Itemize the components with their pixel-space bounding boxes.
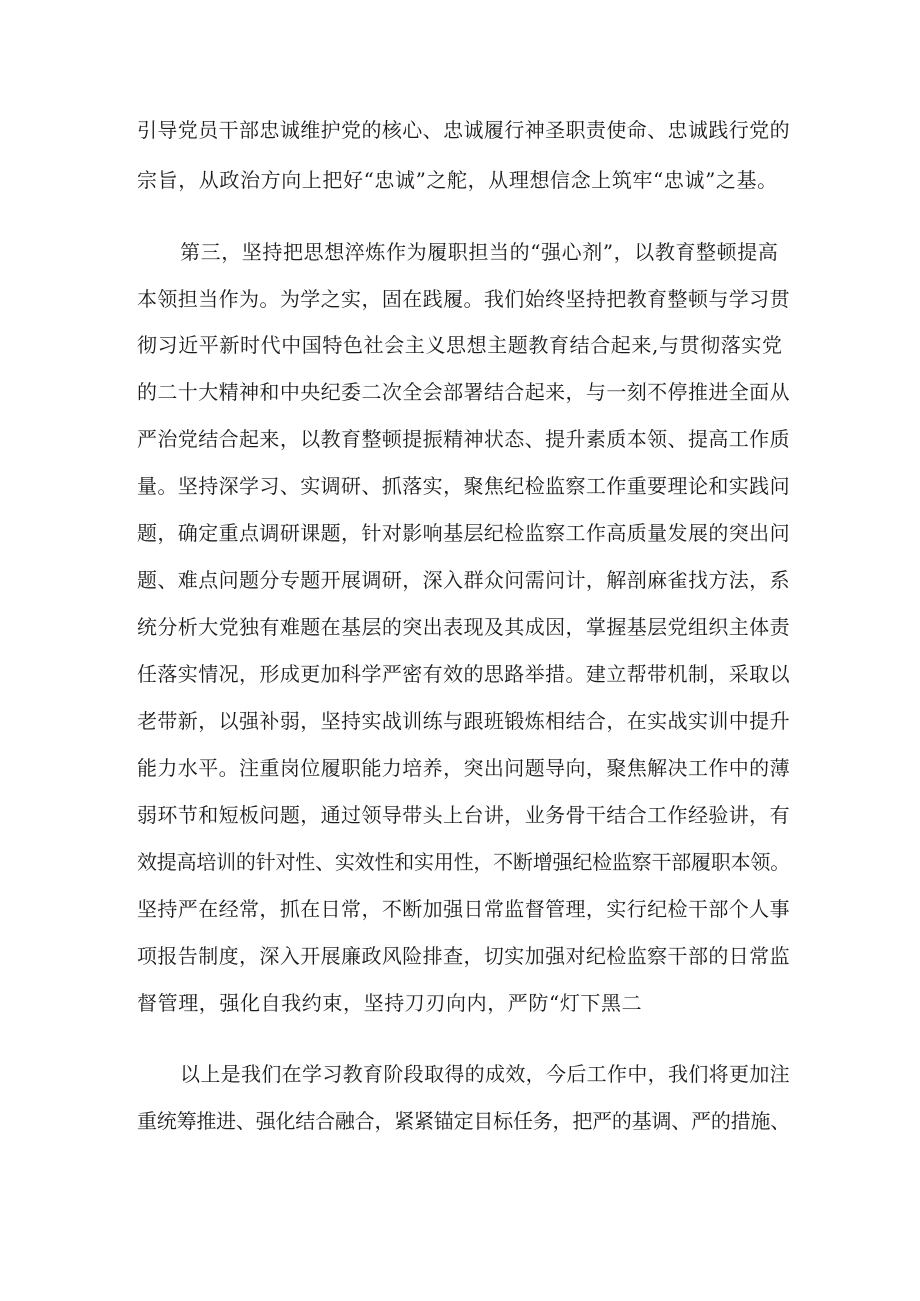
text-line: 严治党结合起来，以教育整顿提振精神状态、提升素质本领、提高工作质: [137, 427, 790, 451]
text-line: 坚持严在经常，抓在日常，不断加强日常监督管理，实行纪检干部个人事: [137, 897, 790, 921]
text-line: 本领担当作为。为学之实，固在践履。我们始终坚持把教育整顿与学习贯: [137, 287, 790, 311]
text-line: 任落实情况，形成更加科学严密有效的思路举措。建立帮带机制，采取以: [137, 662, 790, 686]
text-line: 项报告制度，深入开展廉政风险排查，切实加强对纪检监察干部的日常监: [137, 944, 790, 968]
text-line: 宗旨，从政治方向上把好“忠诚”之舵，从理想信念上筑牢“忠诚”之基。: [137, 168, 778, 192]
text-line: 统分析大党独有难题在基层的突出表现及其成因，掌握基层党组织主体责: [137, 615, 790, 639]
text-line: 效提高培训的针对性、实效性和实用性，不断增强纪检监察干部履职本领。: [137, 850, 790, 874]
text-line: 以上是我们在学习教育阶段取得的成效，今后工作中，我们将更加注: [180, 1062, 790, 1086]
text-line: 能力水平。注重岗位履职能力培养，突出问题导向，聚焦解决工作中的薄: [137, 756, 790, 780]
text-line: 的二十大精神和中央纪委二次全会部署结合起来，与一刻不停推进全面从: [137, 380, 790, 404]
text-line: 弱环节和短板问题，通过领导带头上台讲，业务骨干结合工作经验讲，有: [137, 803, 790, 827]
text-line: 题，确定重点调研课题，针对影响基层纪检监察工作高质量发展的突出问: [137, 521, 790, 545]
text-line: 第三，坚持把思想淬炼作为履职担当的“强心剂”，以教育整顿提高: [180, 240, 779, 264]
text-line: 引导党员干部忠诚维护党的核心、忠诚履行神圣职责使命、忠诚践行党的: [137, 118, 790, 142]
text-line: 量。坚持深学习、实调研、抓落实，聚焦纪检监察工作重要理论和实践问: [137, 474, 790, 498]
text-line: 督管理，强化自我约束，坚持刀刃向内，严防“灯下黑二: [137, 991, 643, 1015]
text-line: 老带新，以强补弱，坚持实战训练与跟班锻炼相结合，在实战实训中提升: [137, 709, 790, 733]
text-line: 题、难点问题分专题开展调研，深入群众问需问计，解剖麻雀找方法，系: [137, 568, 790, 592]
text-line: 彻习近平新时代中国特色社会主义思想主题教育结合起来,与贯彻落实党: [137, 333, 783, 357]
text-line: 重统筹推进、强化结合融合，紧紧锚定目标任务，把严的基调、严的措施、: [137, 1109, 790, 1133]
